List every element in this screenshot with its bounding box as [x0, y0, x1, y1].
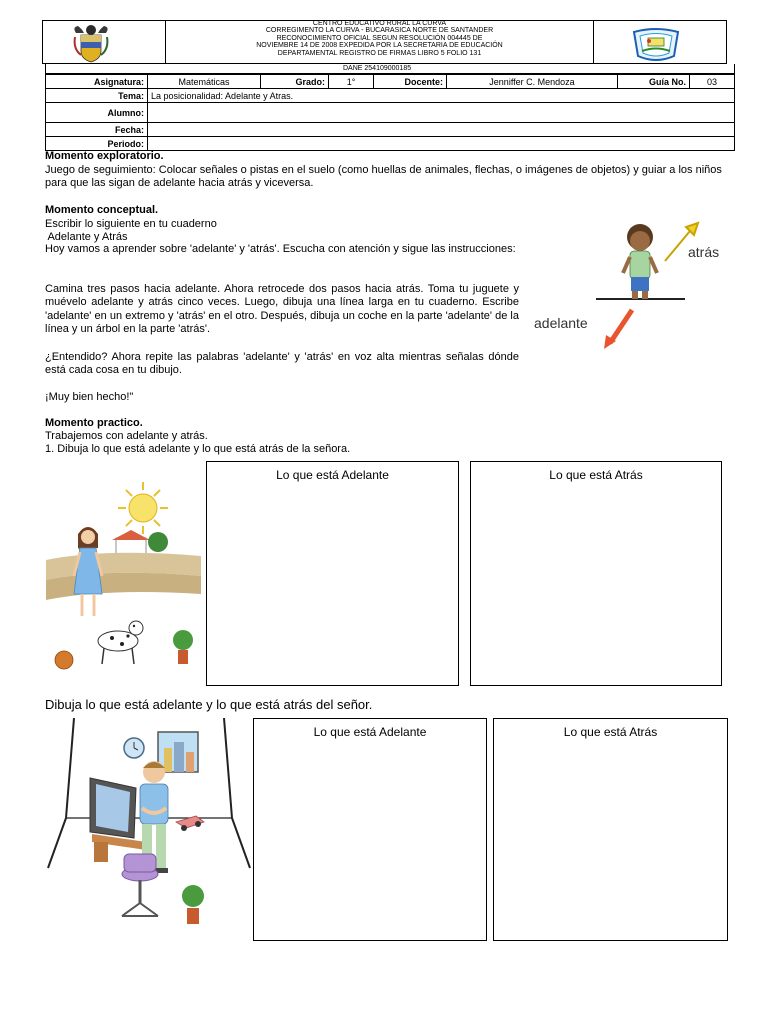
fecha-field[interactable] [148, 123, 735, 137]
conceptual-subtitle: Adelante y Atrás [45, 231, 128, 243]
box-title: Lo que está Atrás [563, 725, 658, 739]
draw-box-adelante-1[interactable] [206, 461, 459, 686]
adelante-label: adelante [534, 315, 588, 331]
docente-label: Docente: [374, 75, 447, 89]
lady-scene-illustration [46, 476, 201, 676]
header-line: DEPARTAMENTAL REGISTRO DE FIRMAS LIBRO 5 FOLIO 131 [277, 49, 482, 57]
conceptual-paragraph: ¡Muy bien hecho!" [45, 391, 134, 403]
exploratorio-text: Juego de seguimiento: Colocar señales o pistas en el suelo (como huellas de animales, flechas, o imágenes de objetos) y guiar a los niños para que las sigan de adelante hacia atrás y viceversa. [45, 164, 722, 190]
grado-value: 1° [329, 75, 374, 89]
draw-box-adelante-2[interactable] [253, 718, 487, 941]
header-divider-right [593, 20, 594, 64]
grado-label: Grado: [261, 75, 329, 89]
periodo-field[interactable] [148, 137, 735, 151]
exploratorio-heading: Momento exploratorio. [45, 150, 164, 162]
draw-box-atras-1[interactable] [470, 461, 722, 686]
practico-instruction: 1. Dibuja lo que está adelante y lo que está atrás de la señora. [45, 443, 351, 455]
tema-value: La posicionalidad: Adelante y Atras. [148, 89, 735, 103]
alumno-label: Alumno: [46, 103, 148, 123]
asignatura-label: Asignatura: [46, 75, 148, 89]
periodo-label: Periodo: [46, 137, 148, 151]
asignatura-value: Matemáticas [148, 75, 261, 89]
box-title: Lo que está Atrás [549, 468, 643, 482]
header-line: CENTRO EDUCATIVO RURAL LA CURVA [312, 20, 447, 27]
conceptual-paragraph: Camina tres pasos hacia adelante. Ahora retrocede dos pasos hacia atrás. Toma tu juguete y muévelo adelante y atrás cinco veces. Luego, dibuja una línea larga en tu cuaderno. Escribe 'adelante' en un extremo y 'atrás' en el otro. Después, dibuja un coche en la parte 'adelante' de la línea y un árbol en la parte 'atrás'. [45, 283, 519, 336]
guia-value: 03 [690, 75, 735, 89]
man-scene-illustration [46, 718, 252, 933]
practico-heading: Momento practico. [45, 417, 143, 429]
practico-instruction-2: Dibuja lo que está adelante y lo que está atrás del señor. [45, 697, 373, 712]
box-title: Lo que está Adelante [276, 468, 389, 482]
header-line: NOVIEMBRE 14 DE 2008 EXPEDIDA POR LA SECRETARIA DE EDUCACIÓN [256, 42, 503, 50]
guia-label: Guía No. [618, 75, 690, 89]
header-line: RECONOCIMIENTO OFICIAL SEGUN RESOLUCIÓN 004445 DE [276, 34, 483, 42]
alumno-field[interactable] [148, 103, 735, 123]
docente-value: Jenniffer C. Mendoza [447, 75, 618, 89]
tema-label: Tema: [46, 89, 148, 103]
boy-adelante-atras-illustration [530, 215, 730, 355]
header-line: CORREGIMENTO LA CURVA - BUCARASICA NORTE DE SANTANDER [265, 27, 494, 35]
info-table [45, 74, 735, 151]
conceptual-paragraph: Hoy vamos a aprender sobre 'adelante' y 'atrás'. Escucha con atención y sigue las instrucciones: [45, 243, 516, 255]
colombia-coat-of-arms-icon [70, 23, 112, 65]
draw-box-atras-2[interactable] [493, 718, 728, 941]
institution-header [166, 20, 593, 65]
box-title: Lo que está Adelante [313, 725, 427, 739]
practico-line: Trabajemos con adelante y atrás. [45, 430, 208, 442]
atras-label: atrás [688, 244, 720, 260]
fecha-label: Fecha: [46, 123, 148, 137]
school-logo-icon [628, 26, 684, 64]
conceptual-paragraph: ¿Entendido? Ahora repite las palabras 'adelante' y 'atrás' en voz alta mientras señalas dónde está cada cosa en tu dibujo. [45, 351, 519, 377]
conceptual-line: Escribir lo siguiente en tu cuaderno [45, 218, 217, 230]
conceptual-heading: Momento conceptual. [45, 204, 159, 216]
dane-code: DANE 254109000185 [343, 65, 412, 72]
